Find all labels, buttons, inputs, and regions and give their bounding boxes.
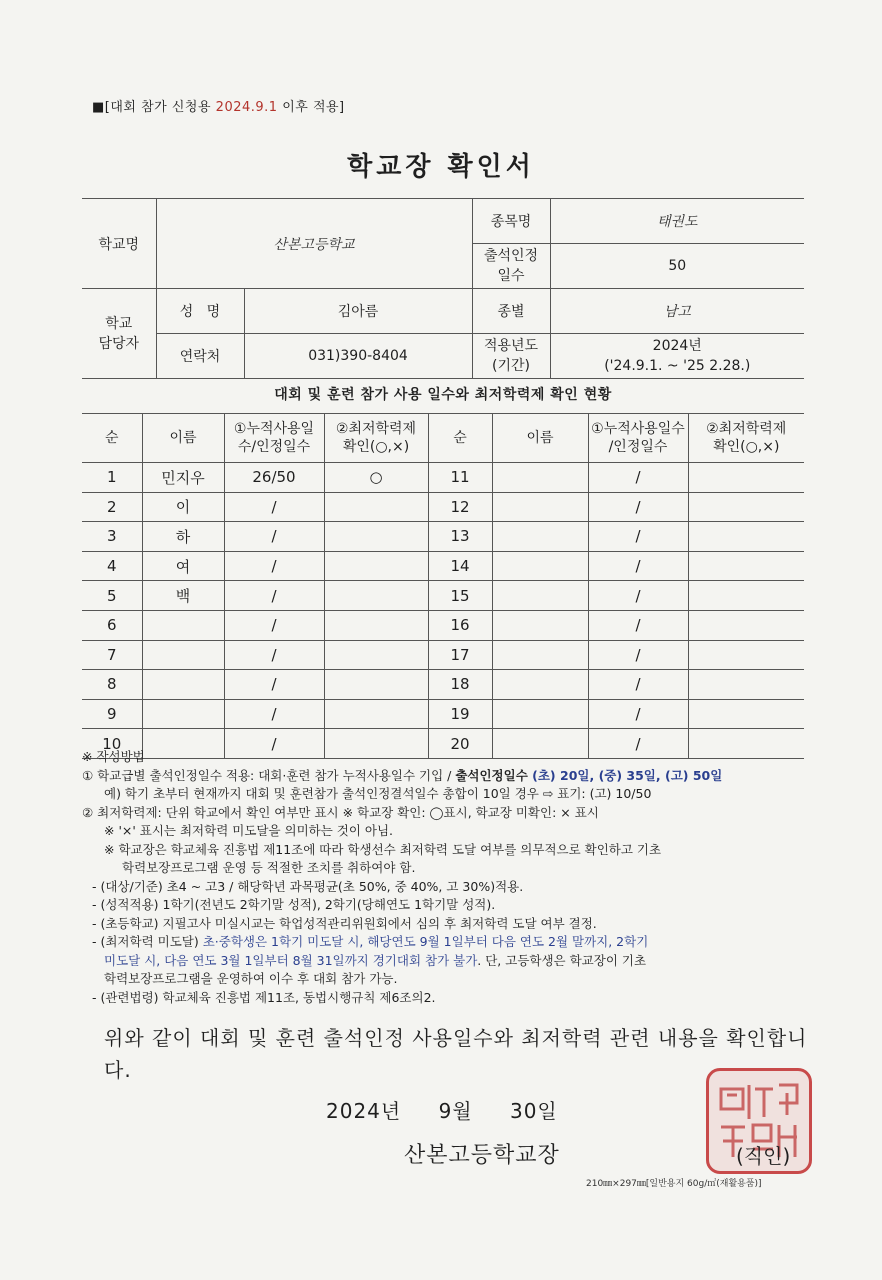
row-no-2: 17 [428, 640, 492, 670]
note-8 [82, 933, 822, 952]
row-days: / [224, 699, 324, 729]
row-no-2: 12 [428, 492, 492, 522]
instructions [82, 748, 822, 1007]
note-8-cont [82, 952, 822, 971]
row-days-2: / [588, 670, 688, 700]
row-days: / [224, 522, 324, 552]
row-check [324, 670, 428, 700]
row-name-2 [492, 670, 588, 700]
row-name-2 [492, 551, 588, 581]
note-8-blue-2: 미도달 시, 다음 연도 3월 1일부터 8월 31일까지 경기대회 참가 불가 [104, 952, 478, 968]
note-4b: 학력보장프로그램 운영 등 적절한 조치를 취하여야 함. [122, 860, 416, 875]
row-no-2: 19 [428, 699, 492, 729]
phone-label: 연락처 [156, 334, 244, 379]
row-days-2: / [588, 729, 688, 759]
row-name-2 [492, 640, 588, 670]
row-name [142, 640, 224, 670]
header-date: 2024.9.1 [215, 100, 278, 115]
row-no-2: 16 [428, 610, 492, 640]
row-check [324, 492, 428, 522]
table-row [82, 463, 804, 493]
row-name-2 [492, 610, 588, 640]
row-check [324, 699, 428, 729]
row-check [324, 610, 428, 640]
header-no: 순 [82, 414, 142, 463]
gender-label: 종별 [472, 289, 550, 334]
note-8-blue: 초·중학생은 1학기 미도달 시, 해당연도 9월 1일부터 다음 연도 2월 말까지, 2학기 [202, 934, 649, 949]
row-check [324, 551, 428, 581]
header-no-2: 순 [428, 414, 492, 463]
row-name-2 [492, 522, 588, 552]
row-name: 민지우 [142, 463, 224, 493]
roster-body [82, 463, 804, 759]
row-check-2 [688, 640, 804, 670]
table-row [82, 610, 804, 640]
sport-label: 종목명 [472, 199, 550, 244]
row-days-2: / [588, 492, 688, 522]
row-days: / [224, 551, 324, 581]
seal-label: (직인) [736, 1144, 791, 1168]
info-table [82, 198, 804, 379]
row-no-2: 18 [428, 670, 492, 700]
row-days-2: / [588, 640, 688, 670]
note-8-tail: . 단, 고등학생은 학교장이 기초 [477, 952, 647, 968]
note-8-end: 학력보장프로그램을 운영하여 이수 후 대회 참가 가능. [104, 971, 398, 986]
row-check-2 [688, 670, 804, 700]
row-days-2: / [588, 699, 688, 729]
header-days-2: ①누적사용일수 /인정일수 [588, 414, 688, 463]
header-check-2: ②최저학력제 확인(○,×) [688, 414, 804, 463]
row-name-2 [492, 581, 588, 611]
note-7: - (초등학교) 지필고사 미실시교는 학업성적관리위원회에서 심의 후 최저학력 도달 여부 결정. [92, 915, 597, 931]
note-8-prefix: - (최저학력 미도달) [92, 934, 203, 949]
header-suffix: 이후 적용] [277, 100, 345, 115]
confirm-text: 위와 같이 대회 및 훈련 출석인정 사용일수와 최저학력 관련 내용을 확인합니다. [104, 1026, 808, 1082]
table-row [82, 670, 804, 700]
row-days: / [224, 581, 324, 611]
row-no-2: 15 [428, 581, 492, 611]
name-label: 성 명 [156, 289, 244, 334]
row-days: / [224, 492, 324, 522]
row-no-2: 20 [428, 729, 492, 759]
paper-spec: 210㎜×297㎜[일반용지 60g/㎡(재활용품)] [586, 1179, 762, 1189]
contact-label: 학교 담당자 [82, 289, 156, 379]
row-check-2 [688, 522, 804, 552]
table-row [82, 551, 804, 581]
row-days-2: / [588, 551, 688, 581]
table-row [82, 699, 804, 729]
year-value: 2024년 [652, 338, 702, 354]
row-no: 9 [82, 699, 142, 729]
row-name-2 [492, 492, 588, 522]
phone-value: 031)390-8404 [244, 334, 472, 379]
note-4a: ※ 학교장은 학교체육 진흥법 제11조에 따라 학생선수 최저학력 도달 여부를 의무적으로 확인하고 기초 [104, 841, 662, 857]
row-no: 4 [82, 551, 142, 581]
principal-name: 산본고등학교장 [404, 1143, 560, 1168]
row-check [324, 581, 428, 611]
row-check-2 [688, 610, 804, 640]
section-title: 대회 및 훈련 참가 사용 일수와 최저학력제 확인 현황 [274, 387, 612, 403]
row-days-2: / [588, 610, 688, 640]
row-check-2 [688, 463, 804, 493]
date-year: 2024년 [326, 1099, 402, 1123]
row-no-2: 14 [428, 551, 492, 581]
days-value: 50 [550, 244, 804, 289]
gender-value: 남고 [550, 289, 804, 334]
table-row [82, 581, 804, 611]
table-row [82, 640, 804, 670]
issue-date [326, 1095, 558, 1124]
days-label: 출석인정 일수 [472, 244, 550, 289]
row-check: ○ [324, 463, 428, 493]
note-1-text: ① 학교급별 출석인정일수 적용: 대회·훈련 참가 누적사용일수 기입 / [82, 767, 456, 783]
row-check-2 [688, 699, 804, 729]
row-check [324, 640, 428, 670]
row-days-2: / [588, 522, 688, 552]
header-days: ①누적사용일 수/인정일수 [224, 414, 324, 463]
table-row [82, 522, 804, 552]
row-no: 1 [82, 463, 142, 493]
note-1-bold: 출석인정일수 [455, 767, 533, 783]
name-value: 김아름 [244, 289, 472, 334]
sport-value: 태권도 [550, 199, 804, 244]
row-days-2: / [588, 463, 688, 493]
row-name [142, 610, 224, 640]
date-day: 30일 [509, 1099, 558, 1123]
table-row [82, 492, 804, 522]
row-days-2: / [588, 581, 688, 611]
row-name [142, 699, 224, 729]
row-name: 이 [142, 492, 224, 522]
row-name: 하 [142, 522, 224, 552]
row-days: / [224, 640, 324, 670]
roster-table [82, 413, 804, 759]
note-2: ② 최저학력제: 단위 학교에서 확인 여부만 표시 ※ 학교장 확인: ◯표시, 학교장 미확인: × 표시 [82, 804, 599, 820]
row-days: / [224, 670, 324, 700]
school-value: 산본고등학교 [156, 199, 472, 289]
header-name: 이름 [142, 414, 224, 463]
row-no: 7 [82, 640, 142, 670]
row-no: 5 [82, 581, 142, 611]
note-3: ※ '×' 표시는 최저학력 미도달을 의미하는 것이 아님. [104, 823, 394, 838]
row-no: 3 [82, 522, 142, 552]
row-no-2: 11 [428, 463, 492, 493]
row-check-2 [688, 492, 804, 522]
row-no-2: 13 [428, 522, 492, 552]
roster-header-row [82, 414, 804, 463]
school-label: 학교명 [82, 199, 156, 289]
year-cell [550, 334, 804, 379]
year-label: 적용년도 (기간) [472, 334, 550, 379]
row-check-2 [688, 581, 804, 611]
header-prefix: ■[대회 참가 신청용 [92, 100, 216, 115]
row-name [142, 670, 224, 700]
page-title: 학교장 확인서 [347, 152, 535, 182]
row-name: 백 [142, 581, 224, 611]
note-6: - (성적적용) 1학기(전년도 2학기말 성적), 2학기(당해연도 1학기말 성적). [92, 897, 496, 912]
note-1-example: 예) 학기 초부터 현재까지 대회 및 훈련참가 출석인정결석일수 총합이 10일 경우 ⇨ 표기: (고) 10/50 [104, 786, 652, 801]
row-days: 26/50 [224, 463, 324, 493]
row-no: 8 [82, 670, 142, 700]
header-note [92, 96, 345, 115]
note-5: - (대상/기준) 초4 ~ 고3 / 해당학년 과목평균(초 50%, 중 40%, 고 30%)적용. [92, 878, 524, 894]
row-name: 여 [142, 551, 224, 581]
row-check [324, 522, 428, 552]
period-value: ('24.9.1. ~ '25 2.28.) [604, 358, 751, 374]
row-days: / [224, 729, 324, 759]
row-no: 2 [82, 492, 142, 522]
header-name-2: 이름 [492, 414, 588, 463]
row-no: 10 [82, 729, 142, 759]
row-no: 6 [82, 610, 142, 640]
row-name-2 [492, 463, 588, 493]
row-name-2 [492, 699, 588, 729]
notes-heading: ※ 작성방법 [82, 749, 145, 764]
row-check-2 [688, 551, 804, 581]
note-9: - (관련법령) 학교체육 진흥법 제11조, 동법시행규칙 제6조의2. [92, 989, 436, 1005]
note-1 [82, 767, 822, 786]
header-check: ②최저학력제 확인(○,×) [324, 414, 428, 463]
date-month: 9월 [438, 1099, 473, 1123]
note-1-days: (초) 20일, (중) 35일, (고) 50일 [532, 767, 723, 783]
row-days: / [224, 610, 324, 640]
